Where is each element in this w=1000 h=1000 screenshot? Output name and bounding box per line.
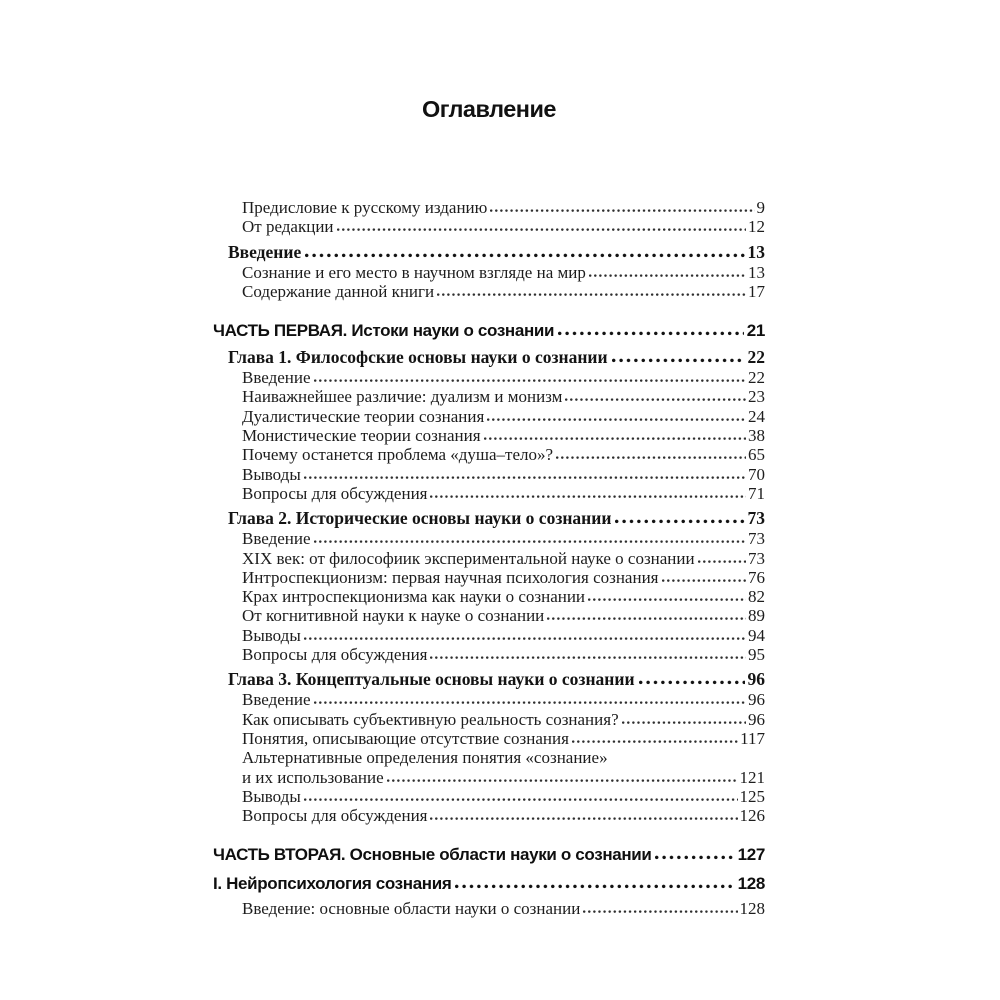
dot-leader xyxy=(655,847,734,860)
dot-leader xyxy=(639,672,745,685)
dot-leader xyxy=(490,201,754,213)
dot-leader xyxy=(589,266,746,278)
toc-entry-page: 22 xyxy=(747,347,765,368)
dot-leader xyxy=(547,609,746,621)
toc-entry-page: 117 xyxy=(740,728,765,748)
dot-leader xyxy=(615,511,744,524)
dot-leader xyxy=(430,809,737,821)
toc-row xyxy=(213,445,765,464)
toc-row xyxy=(213,368,765,387)
toc-entry-page: 127 xyxy=(737,845,765,865)
toc-row xyxy=(213,606,765,625)
dot-leader xyxy=(430,648,746,660)
dot-leader xyxy=(565,390,746,402)
dot-leader xyxy=(305,245,744,258)
toc-row xyxy=(213,843,765,866)
toc-row xyxy=(213,347,765,368)
toc-entry-page: 89 xyxy=(748,606,765,626)
page-title: Оглавление xyxy=(421,96,556,122)
toc-entry-page: 128 xyxy=(739,899,765,919)
dot-leader xyxy=(622,713,746,725)
dot-leader xyxy=(556,448,746,460)
toc-row xyxy=(213,626,765,645)
toc-entry-label: XIX век: от философиик экспериментальной науке о сознании xyxy=(242,548,695,568)
toc-entry-label: Наиважнейшее различие: дуализм и монизм xyxy=(242,387,563,407)
toc-row xyxy=(213,729,765,748)
toc-row xyxy=(213,198,765,217)
toc-entry-label: Глава 1. Философские основы науки о сознании xyxy=(228,347,608,368)
toc-entry-page: 22 xyxy=(748,368,765,388)
toc-entry-page: 12 xyxy=(748,217,765,237)
dot-leader xyxy=(662,571,747,583)
toc-entry-label: Интроспекционизм: первая научная психология сознания xyxy=(242,567,659,587)
toc-entry-page: 38 xyxy=(748,426,765,446)
toc-entry-label: Предисловие к русскому изданию xyxy=(242,198,488,217)
dot-leader xyxy=(558,323,744,336)
toc-entry-page: 24 xyxy=(748,406,765,426)
toc-entry-page: 70 xyxy=(748,464,765,484)
toc-row xyxy=(213,669,765,690)
toc-row xyxy=(213,568,765,587)
dot-leader xyxy=(437,285,746,297)
toc-entry-label: Вопросы для обсуждения xyxy=(242,483,428,503)
dot-leader xyxy=(314,371,746,383)
dot-leader xyxy=(484,429,746,441)
toc-row xyxy=(213,645,765,664)
dot-leader xyxy=(314,693,746,705)
toc-entry-label: Почему останется проблема «душа–тело»? xyxy=(242,445,554,465)
toc-entry-label: Вопросы для обсуждения xyxy=(242,806,428,826)
toc-row xyxy=(213,768,765,787)
toc-row xyxy=(213,263,765,282)
toc-entry-page: 96 xyxy=(748,690,765,710)
toc-entry-label: Вопросы для обсуждения xyxy=(242,645,428,665)
toc-row xyxy=(213,484,765,503)
toc-row xyxy=(213,806,765,825)
toc-entry-page: 95 xyxy=(748,645,765,665)
toc-row xyxy=(213,787,765,806)
toc-row xyxy=(213,710,765,729)
toc-entry-page: 21 xyxy=(746,321,765,341)
toc-entry-label: Крах интроспекционизма как науки о сознании xyxy=(242,587,586,607)
toc-entry-label: Понятия, описывающие отсутствие сознания xyxy=(242,728,569,748)
toc-row xyxy=(213,319,765,342)
toc-row xyxy=(213,587,765,606)
toc-row xyxy=(213,242,765,263)
toc-row xyxy=(213,426,765,445)
toc-entry-label: Альтернативные определения понятия «сознание» xyxy=(242,748,608,768)
toc-entry-page: 23 xyxy=(748,387,765,407)
toc-entry-label: Введение: основные области науки о сознании xyxy=(242,899,581,919)
toc-entry-label: Введение xyxy=(228,241,302,262)
toc-row xyxy=(213,508,765,529)
toc-row xyxy=(213,407,765,426)
toc-entry-page: 13 xyxy=(747,241,765,262)
dot-leader xyxy=(430,487,746,499)
toc-entry-label: Дуалистические теории сознания xyxy=(242,406,485,426)
toc-entry-label: Содержание данной книги xyxy=(242,281,435,301)
dot-leader xyxy=(698,552,746,564)
toc-entry-label: Введение xyxy=(242,529,311,549)
dot-leader xyxy=(304,629,746,641)
toc-entry-page: 126 xyxy=(739,806,765,826)
toc-entry-label: I. Нейропсихология сознания xyxy=(213,874,452,894)
toc-entry-label: Введение xyxy=(242,690,311,710)
toc-entry-label: Монистические теории сознания xyxy=(242,426,481,446)
toc-entry-page: 96 xyxy=(747,669,765,690)
dot-leader xyxy=(612,350,745,363)
dot-leader xyxy=(487,410,746,422)
dot-leader xyxy=(455,876,734,889)
toc-entry-page: 125 xyxy=(739,786,765,806)
dot-leader xyxy=(337,220,746,232)
toc-entry-label: Введение xyxy=(242,368,311,388)
toc-entry-page: 73 xyxy=(748,548,765,568)
dot-leader xyxy=(304,468,746,480)
toc-entry-label: Глава 2. Исторические основы науки о сознании xyxy=(228,508,612,529)
dot-leader xyxy=(387,771,738,783)
toc-entry-page: 96 xyxy=(748,709,765,729)
toc-entry-label: ЧАСТЬ ВТОРАЯ. Основные области науки о сознании xyxy=(213,845,652,865)
toc-entry-label: и их использование xyxy=(242,767,384,787)
toc-entry-page: 9 xyxy=(756,198,765,217)
toc-entry-label: От редакции xyxy=(242,217,334,237)
toc-row xyxy=(213,282,765,301)
toc-row xyxy=(213,217,765,236)
toc-row xyxy=(213,690,765,709)
dot-leader xyxy=(588,590,746,602)
toc-entry-page: 82 xyxy=(748,587,765,607)
toc-entry-page: 73 xyxy=(747,508,765,529)
toc-entry-page: 73 xyxy=(748,529,765,549)
dot-leader xyxy=(304,790,738,802)
dot-leader xyxy=(314,532,746,544)
toc-row xyxy=(213,899,765,918)
toc-row xyxy=(213,748,765,767)
dot-leader xyxy=(572,732,738,744)
toc-entry-page: 128 xyxy=(737,874,765,894)
toc-entry-page: 76 xyxy=(748,567,765,587)
toc-entry-page: 13 xyxy=(748,262,765,282)
toc-entry-label: Выводы xyxy=(242,625,301,645)
toc-entry-label: Сознание и его место в научном взгляде на мир xyxy=(242,262,586,282)
toc-entry-label: Как описывать субъективную реальность сознания? xyxy=(242,709,619,729)
toc-entry-label: Выводы xyxy=(242,786,301,806)
toc-entry-page: 17 xyxy=(748,281,765,301)
dot-leader xyxy=(583,902,737,914)
toc-row xyxy=(213,549,765,568)
toc-entry-page: 121 xyxy=(739,767,765,787)
toc-row xyxy=(213,529,765,548)
toc-entry-page: 94 xyxy=(748,625,765,645)
table-of-contents xyxy=(213,198,765,919)
toc-entry-label: Глава 3. Концептуальные основы науки о сознании xyxy=(228,669,635,690)
toc-entry-label: Выводы xyxy=(242,464,301,484)
toc-entry-label: ЧАСТЬ ПЕРВАЯ. Истоки науки о сознании xyxy=(213,321,555,341)
toc-entry-page: 65 xyxy=(748,445,765,465)
toc-row xyxy=(213,465,765,484)
toc-row xyxy=(213,872,765,895)
toc-entry-page: 71 xyxy=(748,483,765,503)
toc-entry-label: От когнитивной науки к науке о сознании xyxy=(242,606,545,626)
toc-row xyxy=(213,387,765,406)
